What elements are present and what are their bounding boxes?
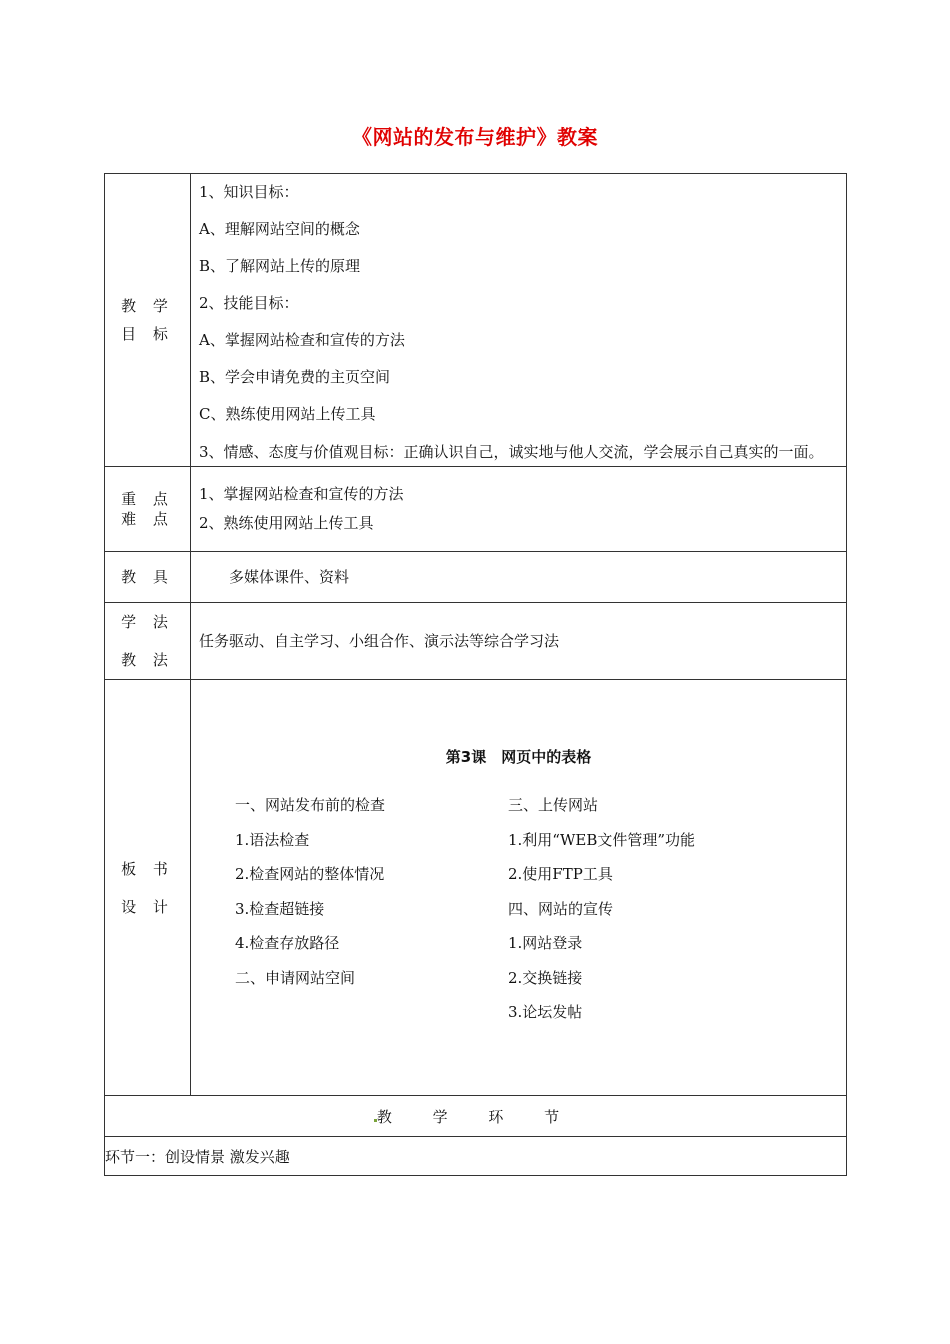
goals-label-line1: 教 学 (121, 297, 174, 315)
row-tools (105, 552, 847, 603)
board-right-item: 四、网站的宣传 (508, 899, 614, 918)
goal-item: B、了解网站上传的原理 (199, 257, 361, 275)
board-label (105, 680, 191, 1096)
methods-label-line2: 教 法 (121, 651, 174, 669)
methods-content (191, 603, 847, 680)
goals-content (191, 174, 847, 467)
goals-label (105, 174, 191, 467)
document-title: 《网站的发布与维护》教案 (352, 125, 598, 149)
lesson-plan-table (104, 173, 847, 1176)
key-point-item: 1、掌握网站检查和宣传的方法 (199, 485, 404, 503)
board-right-item: 2.使用FTP工具 (508, 865, 613, 883)
tools-content (191, 552, 847, 603)
key-points-label-line2: 难 点 (121, 510, 174, 528)
tools-text: 多媒体课件、资料 (229, 567, 350, 586)
row-methods (105, 603, 847, 680)
row-step1 (105, 1137, 847, 1176)
methods-text: 任务驱动、自主学习、小组合作、演示法等综合学习法 (199, 631, 560, 650)
goal-item: 3、情感、态度与价值观目标：正确认识自己，诚实地与他人交流，学会展示自己真实的一面。 (199, 443, 824, 461)
goal-item: 1、知识目标： (199, 183, 299, 201)
board-right-item: 1.利用“WEB文件管理”功能 (508, 830, 696, 849)
step1: 环节一：创设情景 激发兴趣 (105, 1137, 847, 1176)
board-left-item: 二、申请网站空间 (235, 968, 356, 987)
row-goals (105, 174, 847, 467)
board-label-line2: 设 计 (121, 897, 174, 916)
key-point-item: 2、熟练使用网站上传工具 (199, 514, 374, 532)
row-key-points (105, 467, 847, 552)
methods-label-line1: 学 法 (121, 613, 174, 631)
board-left-item: 2.检查网站的整体情况 (235, 865, 385, 883)
board-label-line1: 板 书 (121, 859, 174, 878)
board-left-item: 1.语法检查 (235, 830, 310, 849)
methods-label (105, 603, 191, 680)
board-left-item: 3.检查超链接 (235, 899, 325, 918)
goal-item: 2、技能目标： (199, 294, 299, 312)
key-points-content (191, 467, 847, 552)
key-points-label-line1: 重 点 (121, 490, 174, 508)
goals-label-line2: 目 标 (121, 325, 174, 343)
board-right-item: 2.交换链接 (508, 968, 583, 987)
board-right-item: 1.网站登录 (508, 934, 583, 952)
goal-item: A、掌握网站检查和宣传的方法 (199, 331, 405, 349)
board-right-item: 三、上传网站 (508, 796, 599, 814)
section-heading (105, 1096, 847, 1137)
row-section-heading (105, 1096, 847, 1137)
goal-item: C、熟练使用网站上传工具 (199, 405, 376, 423)
row-board (105, 680, 847, 1096)
key-points-label (105, 467, 191, 552)
board-left-column (235, 788, 385, 995)
board-right-column (508, 788, 695, 1030)
board-right-item: 3.论坛发帖 (508, 1003, 583, 1021)
board-left-item: 一、网站发布前的检查 (235, 796, 386, 814)
section-heading-text: 教 学 环 节 (376, 1107, 578, 1126)
board-title: 第3课 网页中的表格 (445, 748, 592, 766)
board-left-item: 4.检查存放路径 (235, 934, 340, 952)
goal-item: A、理解网站空间的概念 (199, 220, 360, 238)
tools-label: 教 具 (105, 552, 191, 603)
board-content (191, 680, 847, 1096)
goal-item: B、学会申请免费的主页空间 (199, 368, 391, 386)
